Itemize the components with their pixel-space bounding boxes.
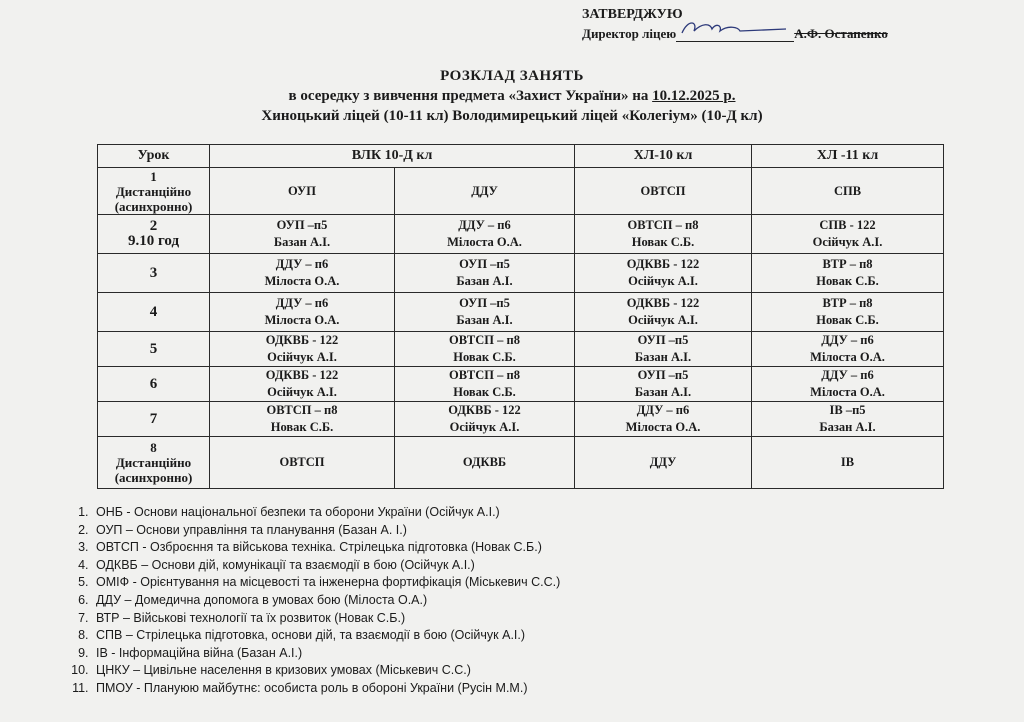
class-cell [395,293,575,332]
cell-line: ОДКВБ - 122 [265,333,339,347]
class-cell [575,293,752,332]
legend-item: 7. ВТР – Військові технології та їх розвиток (Новак С.Б.) [92,610,560,628]
cell-line: ОУП –п5 [459,257,510,271]
cell-line: Мілоста О.А. [264,274,340,288]
cell-line: Осійчук А.І. [267,350,337,364]
cell-line: Базан А.І. [456,313,513,327]
cell-line: Осійчук А.І. [267,385,337,399]
table-row [98,332,944,367]
class-cell [395,215,575,254]
legend-item: 2. ОУП – Основи управління та планування (Базан А. І.) [92,522,560,540]
class-cell [210,437,395,489]
legend-item: 1. ОНБ - Основи національної безпеки та оборони України (Осійчук А.І.) [92,504,560,522]
lesson-cell [98,332,210,367]
legend-item: 10. ЦНКУ – Цивільне населення в кризових умовах (Міськевич С.С.) [92,662,560,680]
lesson-line: Дистанційно [115,183,192,199]
lesson-line: 2 [149,218,158,234]
cell-line: Новак С.Б. [453,385,516,399]
legend-list [60,504,560,698]
cell-line: Базан А.І. [273,235,331,249]
lesson-line: (асинхронно) [114,198,193,214]
cell-line: ДДУ – п6 [458,218,511,232]
lesson-line: 5 [149,340,158,357]
header-vlk: ВЛК 10-Д кл [210,145,575,168]
lesson-cell [98,367,210,402]
cell-line: ОВТСП [279,455,325,469]
cell-line: Мілоста О.А. [810,385,885,399]
approval-heading: ЗАТВЕРДЖУЮ [582,7,683,22]
cell-line: Базан А.І. [634,385,692,399]
class-cell [575,367,752,402]
lesson-line: 7 [149,410,158,427]
cell-line: Осійчук А.І. [812,235,883,249]
director-line [582,26,888,42]
table-row [98,254,944,293]
subtitle-prefix: в осередку з вивчення предмета «Захист України» на [288,88,653,104]
subtitle-date-line [0,88,1024,105]
cell-line: ІВ [840,455,855,469]
cell-line: ОДКВБ - 122 [448,403,521,417]
lesson-cell [98,293,210,332]
class-cell [752,332,944,367]
table-header-row [98,145,944,168]
header-lesson: Урок [98,145,210,168]
lesson-cell [98,437,210,489]
class-cell [752,402,944,437]
cell-line: ДДУ – п6 [636,403,690,417]
class-cell [395,437,575,489]
cell-line: ІВ –п5 [829,403,866,417]
cell-line: ВТР – п8 [822,257,873,271]
cell-line: ОДКВБ [462,455,507,469]
cell-line: ДДУ – п6 [275,296,329,310]
schedule-date: 10.12.2025 р. [652,88,736,104]
cell-line: ОУП [288,183,316,198]
cell-line: Базан А.І. [456,274,513,288]
cell-line: ДДУ – п6 [821,333,874,347]
cell-line: ОУП –п5 [637,333,689,347]
class-cell [575,437,752,489]
class-cell [395,168,575,215]
class-cell [395,332,575,367]
cell-line: Мілоста О.А. [810,350,885,364]
header-hl11: ХЛ -11 кл [752,145,944,168]
class-cell [210,332,395,367]
legend-item: 9. ІВ - Інформаційна війна (Базан А.І.) [92,645,560,663]
lesson-line: 1 [150,168,157,184]
class-cell [210,254,395,293]
cell-line: Базан А.І. [634,350,692,364]
class-cell [210,367,395,402]
cell-line: ДДУ [471,183,498,198]
class-cell [752,168,944,215]
lesson-line: 3 [149,264,158,281]
cell-line: Осійчук А.І. [628,274,698,288]
legend-item: 3. ОВТСП - Озброєння та військова техніка. Стрілецька підготовка (Новак С.Б.) [92,539,560,557]
director-label: Директор ліцею [582,26,677,41]
cell-line: Мілоста О.А. [625,420,701,434]
cell-line: Осійчук А.І. [628,313,698,327]
cell-line: ОДКВБ - 122 [626,257,700,271]
cell-line: Осійчук А.І. [449,420,520,434]
cell-line: ОВТСП [640,183,686,198]
cell-line: ВТР – п8 [822,296,873,310]
cell-line: Новак С.Б. [816,313,879,327]
lesson-line: 6 [149,375,158,392]
cell-line: ОВТСП – п8 [449,368,520,382]
class-cell [395,254,575,293]
table-row [98,367,944,402]
cell-line: ОДКВБ - 122 [626,296,700,310]
legend-item: 8. СПВ – Стрілецька підготовка, основи дій, та взаємодії в бою (Осійчук А.І.) [92,627,560,645]
table-row [98,437,944,489]
class-cell [752,367,944,402]
class-cell [752,254,944,293]
subtitle-schools: Хиноцький ліцей (10-11 кл) Володимирецький ліцей «Колегіум» (10-Д кл) [261,108,763,124]
cell-line: ОВТСП – п8 [449,333,520,347]
cell-line: ОУП –п5 [459,296,510,310]
cell-line: СПВ [833,183,862,198]
cell-line: ОУП –п5 [276,218,328,232]
header-hl10: ХЛ-10 кл [575,145,752,168]
cell-line: Новак С.Б. [816,274,879,288]
table-row [98,293,944,332]
cell-line: ОВТСП – п8 [627,218,699,232]
class-cell [575,215,752,254]
class-cell [575,168,752,215]
cell-line: Новак С.Б. [631,235,695,249]
table-row [98,168,944,215]
signature [676,29,794,42]
class-cell [210,168,395,215]
cell-line: Мілоста О.А. [264,313,340,327]
lesson-line: 8 [150,440,157,455]
class-cell [575,402,752,437]
cell-line: ОВТСП – п8 [266,403,338,417]
lesson-line: 4 [149,303,158,320]
lesson-cell [98,402,210,437]
lesson-cell [98,215,210,254]
cell-line: ОУП –п5 [637,368,689,382]
cell-line: ДДУ [649,455,677,469]
class-cell [210,215,395,254]
cell-line: ДДУ – п6 [275,257,329,271]
legend-item: 11. ПМОУ - Плануюю майбутнє: особиста роль в обороні України (Русін М.М.) [92,680,560,698]
lesson-line: 9.10 год [127,233,180,249]
class-cell [210,402,395,437]
cell-line: Новак С.Б. [453,350,516,364]
lesson-line: Дистанційно [115,455,192,470]
class-cell [575,332,752,367]
class-cell [395,367,575,402]
cell-line: Новак С.Б. [270,420,334,434]
class-cell [752,215,944,254]
class-cell [395,402,575,437]
class-cell [210,293,395,332]
table-row [98,215,944,254]
schedule-table [97,144,944,489]
class-cell [575,254,752,293]
table-row [98,402,944,437]
legend-item: 5. ОМІФ - Орієнтування на місцевості та інженерна фортифікація (Міськевич С.С.) [92,574,560,592]
cell-line: ДДУ – п6 [821,368,874,382]
director-name: А.Ф. Остапенко [794,26,888,41]
cell-line: Базан А.І. [819,420,876,434]
page-title: РОЗКЛАД ЗАНЯТЬ [440,68,584,84]
cell-line: СПВ - 122 [819,218,876,232]
legend-item: 4. ОДКВБ – Основи дій, комунікації та взаємодії в бою (Осійчук А.І.) [92,557,560,575]
lesson-line: (асинхронно) [114,470,193,485]
cell-line: Мілоста О.А. [447,235,522,249]
cell-line: ОДКВБ - 122 [265,368,339,382]
legend-item: 6. ДДУ – Домедична допомога в умовах бою (Мілоста О.А.) [92,592,560,610]
lesson-cell [98,254,210,293]
class-cell [752,293,944,332]
class-cell [752,437,944,489]
lesson-cell [98,168,210,215]
